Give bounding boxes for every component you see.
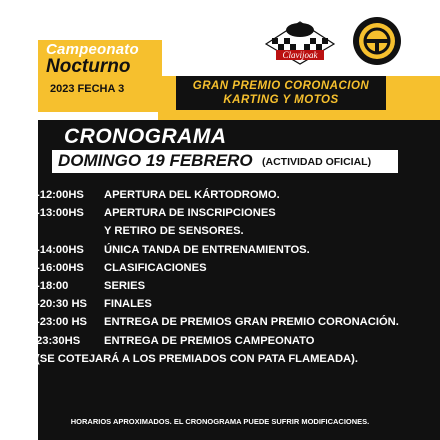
gp-line1: GRAN PREMIO CORONACION [192,80,370,92]
schedule-event: APERTURA DE INSCRIPCIONES [104,207,276,220]
schedule-time: -20:30 HS [36,298,87,311]
page-title: CRONOGRAMA [64,125,227,148]
club-volantes-logo [352,16,402,66]
schedule-event: CLASIFICACIONES [104,261,207,274]
schedule-row [36,335,436,353]
schedule-time: 23:30HS [36,334,81,347]
schedule-event: ENTREGA DE PREMIOS CAMPEONATO [104,334,315,347]
gp-line2: KARTING Y MOTOS [223,94,339,106]
schedule-row [36,298,436,316]
date-note: (ACTIVIDAD OFICIAL) [262,156,372,168]
schedule-row [36,316,436,334]
schedule-row [36,225,436,243]
left-border [0,0,38,440]
schedule-time: -14:00HS [36,243,84,256]
footnote: HORARIOS APROXIMADOS. EL CRONOGRAMA PUEDE SUFRIR MODIFICACIONES. [70,417,370,426]
schedule-time: -13:00HS [36,207,84,220]
championship-title-line1: Campeonato [46,41,139,58]
schedule-note [36,353,436,371]
schedule-event: Y RETIRO DE SENSORES. [104,225,244,238]
championship-title-line2: Nocturno [46,56,131,77]
schedule-event: SERIES [104,279,146,292]
schedule-list [36,189,436,371]
schedule-row [36,189,436,207]
schedule-row [36,262,436,280]
year-fecha-label: 2023 FECHA 3 [50,83,125,95]
event-date: DOMINGO 19 FEBRERO [58,151,253,170]
schedule-event: ENTREGA DE PREMIOS GRAN PREMIO CORONACIÓN. [104,316,399,329]
schedule-time: -12:00HS [36,189,84,201]
schedule-time: -18:00 [36,279,69,292]
schedule-event: APERTURA DEL KÁRTODROMO. [104,189,280,201]
grand-prix-banner [176,76,386,110]
checkered-flag-icon [262,18,338,68]
club-logo-checkered [262,18,338,68]
steering-wheel-icon [352,16,402,66]
schedule-time: -16:00HS [36,261,84,274]
schedule-row [36,207,436,225]
schedule-row [36,280,436,298]
schedule-event: ÚNICA TANDA DE ENTRENAMIENTOS. [104,243,310,256]
schedule-note-text: (SE COTEJARÁ A LOS PREMIADOS CON PATA FLAMEADA). [36,352,358,365]
schedule-time: -23:00 HS [36,316,87,329]
svg-text:Clavijoak: Clavijoak [282,50,318,60]
schedule-event: FINALES [104,298,152,311]
schedule-row [36,244,436,262]
